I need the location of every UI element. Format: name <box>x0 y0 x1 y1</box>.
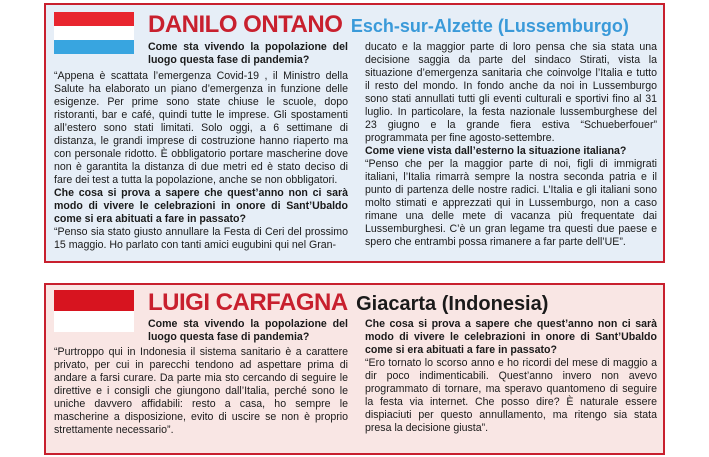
answer-2-part-2: ducato e la maggior parte di loro pensa che sia stata una decisione saggia da parte del sindaco Stirati, vista la situazione d’emergenza sanitaria che coinvolge l’Italia e tutto il resto del mondo. In fondo anche da noi in Lussemburgo sono stati annullati tutti gli eventi culturali e sportivi fino al 31 luglio. In particolare, la festa nazionale lussemburghese del 23 giugno e la grande fiera estiva “Schueberfouer” programmata per fine agosto-settembre. <box>365 41 657 144</box>
flag-stripe-bottom <box>54 40 134 54</box>
column-left <box>54 70 348 252</box>
flag-stripe-top <box>54 12 134 26</box>
flag-stripe-bottom <box>54 311 134 332</box>
question-1: Come sta vivendo la popolazione del luogo questa fase di pandemia? <box>148 318 348 343</box>
interviewee-name: DANILO ONTANO <box>148 11 343 38</box>
indonesia-flag-icon <box>54 290 134 332</box>
interviewee-location: Esch-sur-Alzette (Lussemburgo) <box>350 16 629 36</box>
answer-1: “Purtroppo qui in Indonesia il sistema sanitario è a carattere privato, per cui in parecchi tendono ad aspettare prima di andare a farsi curare. Da parte mia sto cercando di seguire le direttive e i consigli che giungono dall’Italia, perché sono le uniche davvero affidabili: resto a casa, ho sempre le mascherine a disposizione, evito di uscire se non è proprio strettamente necessario”. <box>54 346 348 436</box>
column-left <box>54 346 348 437</box>
luxembourg-flag-icon <box>54 12 134 54</box>
column-right <box>365 41 657 249</box>
interviewee-location: Giacarta (Indonesia) <box>356 293 549 315</box>
flag-stripe-middle <box>54 26 134 40</box>
flag-stripe-top <box>54 290 134 311</box>
answer-1: “Appena è scattata l’emergenza Covid-19 , il Ministro della Salute ha elaborato un piano d’emergenza in funzione delle esigenze. Per prime sono state chiuse le scuole, dopo ristoranti, bar e café, quindi tutte le imprese. Gli spostamenti all’estero sono stati limitati. Solo oggi, a 6 settimane di distanza, le grandi imprese di costruzione hanno riaperto ma con personale ridotto. È obbligatorio portare mascherine dove non è garantita la distanza di due metri ed è stato deciso di fare dei test a tutta la popolazione, anche se non obbligatori. <box>54 70 348 186</box>
question-2: Che cosa si prova a sapere che quest’anno non ci sarà modo di vivere le celebrazioni in onore di Sant’Ubaldo come si era abituati a fare in passato? <box>365 318 657 356</box>
column-right <box>365 318 657 435</box>
question-2: Che cosa si prova a sapere che quest’anno non ci sarà modo di vivere le celebrazioni in onore di Sant’Ubaldo come si era abituati a fare in passato? <box>54 187 348 225</box>
interviewee-heading <box>148 291 548 315</box>
answer-3: “Penso che per la maggior parte di noi, figli di immigrati italiani, l’Italia rimarrà sempre la nostra seconda patria e il punto di partenza delle nostre radici. L’Italia e gli italiani sono molto stimati e apprezzati qui in Lussemburgo, non a caso rimane una delle mete di vacanza più frequentate dai Lussemburghesi. C’è un gran legame tra questi due paese e spero che entrambi possa rimanere a far parte dell’UE”. <box>365 158 657 248</box>
answer-2: “Ero tornato lo scorso anno e ho ricordi del mese di maggio a dir poco indimenticabili. Quest’anno invero non avevo programmato di tornare, ma speravo quantomeno di seguire la festa via internet. Che posso dire? È naturale essere dispiaciuti per questo annullamento, ma ritengo sia stata presa la decisione giusta”. <box>365 357 657 434</box>
question-3: Come viene vista dall’esterno la situazione italiana? <box>365 145 627 157</box>
question-1: Come sta vivendo la popolazione del luogo questa fase di pandemia? <box>148 41 348 66</box>
interviewee-heading <box>148 13 629 37</box>
interviewee-name: LUIGI CARFAGNA <box>148 289 348 316</box>
answer-2-part-1: “Penso sia stato giusto annullare la Festa di Ceri del prossimo 15 maggio. Ho parlato con tanti amici eugubini qui nel Gran- <box>54 226 348 251</box>
